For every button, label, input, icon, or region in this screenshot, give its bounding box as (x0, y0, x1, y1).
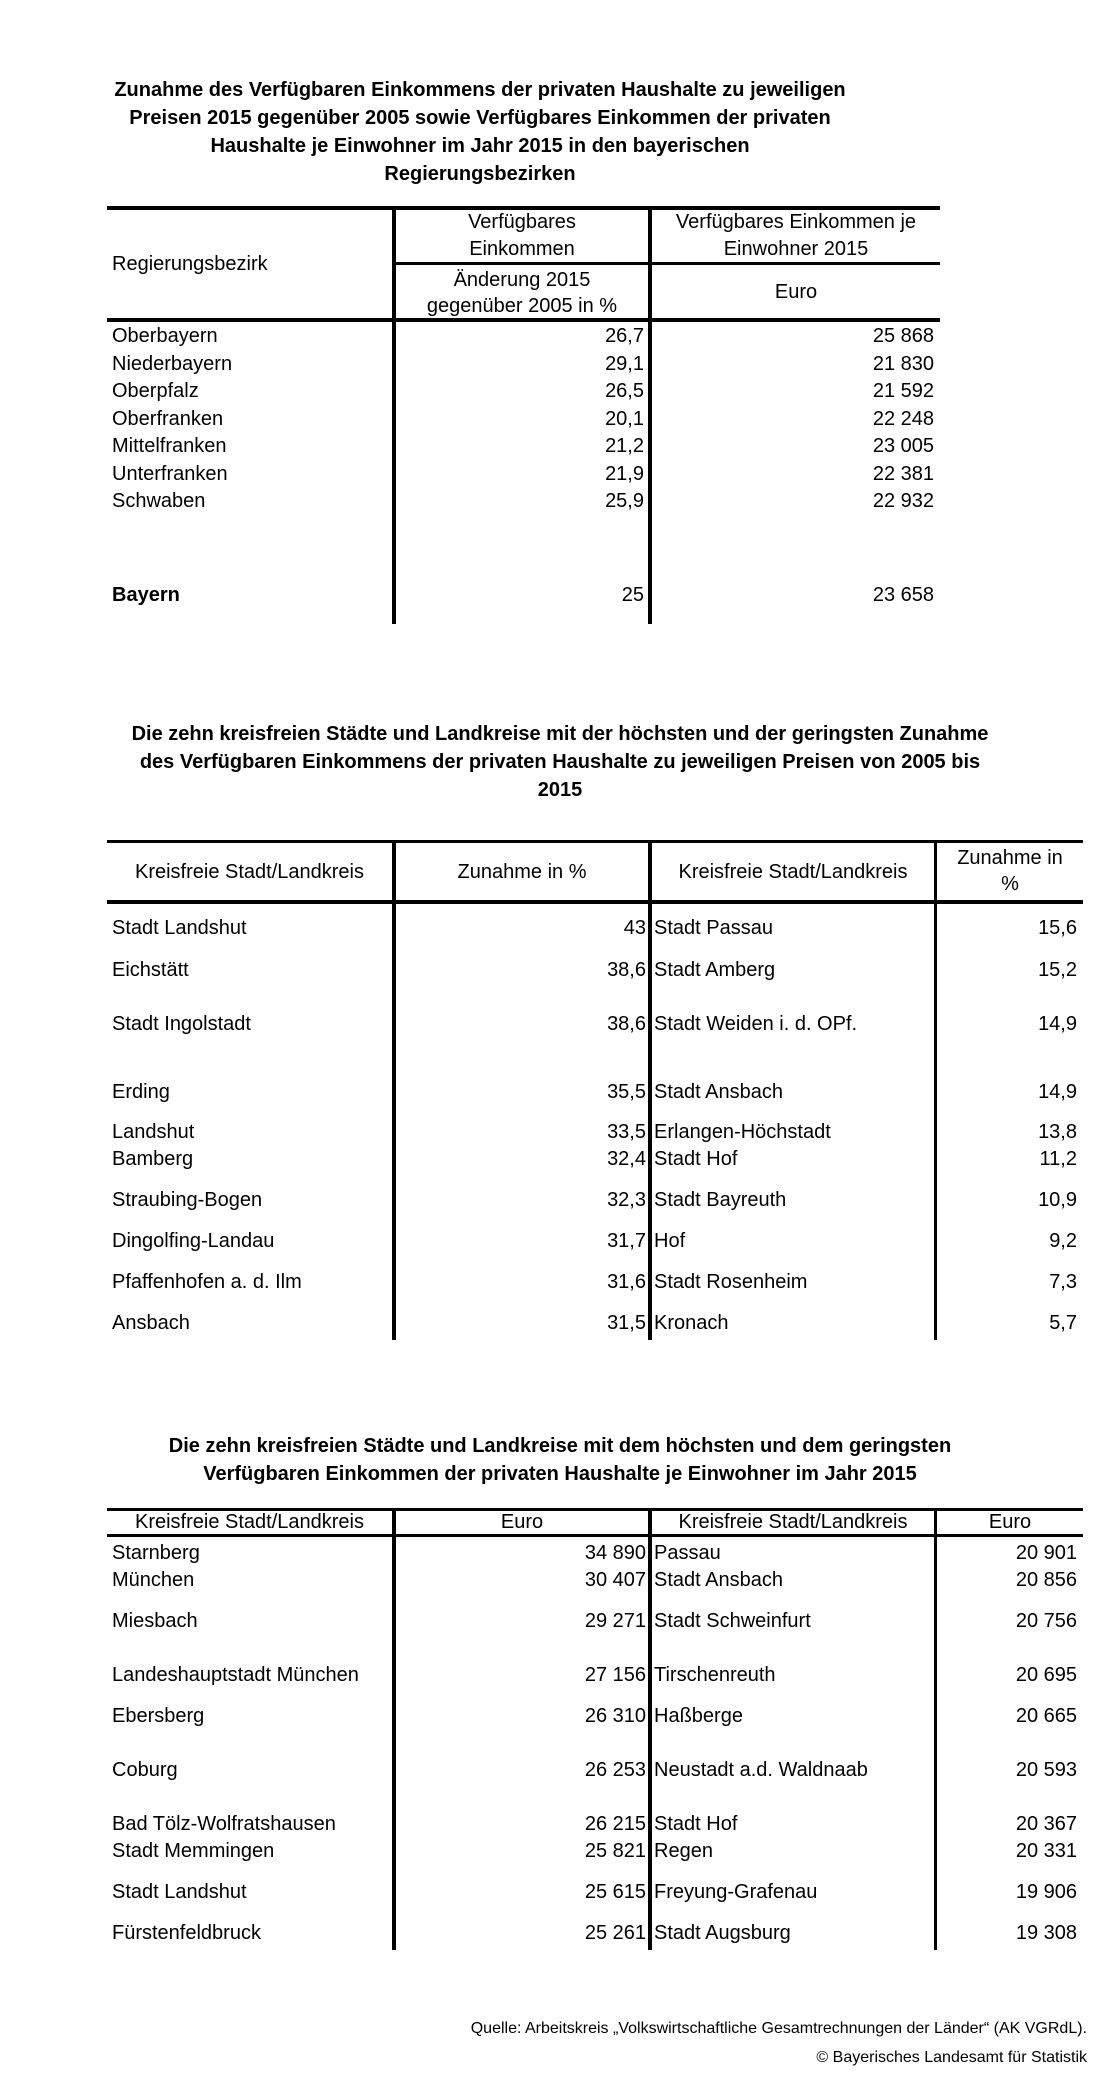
table1-header-region: Regierungsbezirk (112, 253, 268, 275)
table1-title-line: Zunahme des Verfügbaren Einkommens der privaten Haushalte zu jeweiligen (114, 79, 846, 101)
table1-header-unit: Euro (774, 281, 818, 303)
district-name: Stadt Weiden i. d. OPf. (654, 1013, 858, 1035)
district-name: Eichstätt (112, 959, 189, 981)
district-name: Dingolfing-Landau (112, 1230, 275, 1252)
income-value: 20 367 (1015, 1813, 1077, 1835)
income-value: 27 156 (584, 1664, 646, 1686)
table3-title-line: Verfügbaren Einkommen der privaten Haushalte je Einwohner im Jahr 2015 (203, 1463, 917, 1485)
increase-value: 10,9 (1038, 1189, 1077, 1211)
table1-title-line: Haushalte je Einwohner im Jahr 2015 in den bayerischen (210, 135, 750, 157)
income-value: 25 261 (584, 1922, 646, 1944)
table1-title-line: Preisen 2015 gegenüber 2005 sowie Verfügbares Einkommen der privaten (129, 107, 831, 129)
income-value: 22 248 (872, 408, 934, 430)
increase-value: 14,9 (1038, 1081, 1077, 1103)
district-name: Regen (654, 1840, 713, 1862)
district-name: Pfaffenhofen a. d. Ilm (112, 1271, 302, 1293)
income-value: 25 615 (584, 1881, 646, 1903)
table2-header-left-name: Kreisfreie Stadt/Landkreis (134, 861, 364, 883)
district-name: Freyung-Grafenau (654, 1881, 818, 1903)
table1-title-line: Regierungsbezirken (384, 163, 576, 185)
district-name: Stadt Bayreuth (654, 1189, 787, 1211)
table2-header-right-name: Kreisfreie Stadt/Landkreis (678, 861, 908, 883)
income-value: 34 890 (584, 1542, 646, 1564)
district-name: Stadt Amberg (654, 959, 776, 981)
income-value: 26 253 (584, 1759, 646, 1781)
table2-title-line: Die zehn kreisfreien Städte und Landkreise mit der höchsten und der geringsten Zunahme (131, 723, 989, 745)
change-value: 20,1 (605, 408, 644, 430)
district-name: Stadt Hof (654, 1813, 738, 1835)
increase-value: 43 (623, 917, 646, 939)
table2-header-right-value: % (1001, 873, 1019, 895)
district-name: Landshut (112, 1121, 195, 1143)
table3-header-right-value: Euro (988, 1511, 1032, 1533)
table2-header-right-value: Zunahme in (957, 847, 1063, 869)
region-name: Oberpfalz (112, 380, 199, 402)
district-name: Stadt Ansbach (654, 1081, 783, 1103)
district-name: Stadt Memmingen (112, 1840, 275, 1862)
district-name: München (112, 1569, 195, 1591)
district-name: Fürstenfeldbruck (112, 1922, 261, 1944)
table3-header-left-name: Kreisfreie Stadt/Landkreis (134, 1511, 364, 1533)
district-name: Neustadt a.d. Waldnaab (654, 1759, 868, 1781)
income-value: 25 868 (872, 325, 934, 347)
income-value: 20 331 (1015, 1840, 1077, 1862)
increase-value: 5,7 (1049, 1312, 1077, 1334)
change-value: 21,9 (605, 463, 644, 485)
table1-header-change: gegenüber 2005 in % (426, 295, 618, 317)
district-name: Stadt Ansbach (654, 1569, 783, 1591)
increase-value: 32,3 (607, 1189, 646, 1211)
table1-header-percap: Verfügbares Einkommen je (675, 211, 917, 233)
income-value: 22 381 (872, 463, 934, 485)
increase-value: 35,5 (607, 1081, 646, 1103)
source-note: Quelle: Arbeitskreis „Volkswirtschaftliche Gesamtrechnungen der Länder“ (AK VGRdL). (470, 2020, 1087, 2037)
district-name: Passau (654, 1542, 721, 1564)
income-value: 30 407 (584, 1569, 646, 1591)
increase-value: 7,3 (1049, 1271, 1077, 1293)
income-value: 21 830 (872, 353, 934, 375)
region-name: Mittelfranken (112, 435, 227, 457)
income-value: 25 821 (584, 1840, 646, 1862)
district-name: Stadt Landshut (112, 1881, 247, 1903)
income-value: 20 695 (1015, 1664, 1077, 1686)
copyright-note: © Bayerisches Landesamt für Statistik (816, 2049, 1087, 2066)
increase-value: 15,6 (1038, 917, 1077, 939)
income-value: 29 271 (584, 1610, 646, 1632)
income-value: 20 901 (1015, 1542, 1077, 1564)
table3-title-line: Die zehn kreisfreien Städte und Landkreise mit dem höchsten und dem geringsten (168, 1435, 952, 1457)
increase-value: 32,4 (607, 1148, 646, 1170)
increase-value: 13,8 (1038, 1121, 1077, 1143)
total-change: 25 (621, 584, 644, 606)
change-value: 26,7 (605, 325, 644, 347)
income-value: 23 005 (872, 435, 934, 457)
income-value: 19 906 (1015, 1881, 1077, 1903)
increase-value: 33,5 (607, 1121, 646, 1143)
district-name: Stadt Landshut (112, 917, 247, 939)
district-name: Hof (654, 1230, 686, 1252)
district-name: Ebersberg (112, 1705, 205, 1727)
increase-value: 9,2 (1049, 1230, 1077, 1252)
change-value: 25,9 (605, 490, 644, 512)
income-value: 20 665 (1015, 1705, 1077, 1727)
income-value: 19 308 (1015, 1922, 1077, 1944)
district-name: Landeshauptstadt München (112, 1664, 359, 1686)
district-name: Starnberg (112, 1542, 200, 1564)
table1-mid-rule (393, 262, 940, 265)
table1-header-change: Änderung 2015 (453, 269, 591, 291)
table2-title-line: des Verfügbaren Einkommens der privaten Haushalte zu jeweiligen Preisen von 2005 bis (139, 751, 981, 773)
table2-col-divider (648, 840, 652, 1340)
region-name: Oberbayern (112, 325, 218, 347)
district-name: Stadt Schweinfurt (654, 1610, 811, 1632)
district-name: Coburg (112, 1759, 178, 1781)
increase-value: 14,9 (1038, 1013, 1077, 1035)
district-name: Miesbach (112, 1610, 198, 1632)
income-value: 22 932 (872, 490, 934, 512)
table2-title-line: 2015 (537, 779, 583, 801)
increase-value: 38,6 (607, 959, 646, 981)
district-name: Stadt Ingolstadt (112, 1013, 251, 1035)
district-name: Tirschenreuth (654, 1664, 776, 1686)
income-value: 20 756 (1015, 1610, 1077, 1632)
increase-value: 31,5 (607, 1312, 646, 1334)
district-name: Bad Tölz-Wolfratshausen (112, 1813, 336, 1835)
change-value: 21,2 (605, 435, 644, 457)
increase-value: 15,2 (1038, 959, 1077, 981)
table1-header-rule (107, 318, 940, 322)
change-value: 29,1 (605, 353, 644, 375)
district-name: Ansbach (112, 1312, 190, 1334)
table1-header-percap: Einwohner 2015 (723, 238, 869, 260)
table1-header-income: Verfügbares (468, 211, 576, 233)
district-name: Bamberg (112, 1148, 194, 1170)
total-income: 23 658 (872, 584, 934, 606)
income-value: 26 215 (584, 1813, 646, 1835)
increase-value: 11,2 (1039, 1148, 1077, 1170)
table3-col-divider (648, 1508, 652, 1950)
income-value: 20 593 (1015, 1759, 1077, 1781)
income-value: 21 592 (872, 380, 934, 402)
increase-value: 38,6 (607, 1013, 646, 1035)
district-name: Haßberge (654, 1705, 743, 1727)
table2-header-left-value: Zunahme in % (457, 861, 587, 883)
income-value: 26 310 (584, 1705, 646, 1727)
region-name: Unterfranken (112, 463, 228, 485)
district-name: Erding (112, 1081, 170, 1103)
district-name: Stadt Passau (654, 917, 773, 939)
region-name: Schwaben (112, 490, 206, 512)
table3-header-left-value: Euro (500, 1511, 544, 1533)
district-name: Stadt Rosenheim (654, 1271, 808, 1293)
increase-value: 31,7 (607, 1230, 646, 1252)
region-name: Oberfranken (112, 408, 224, 430)
change-value: 26,5 (605, 380, 644, 402)
table1-header-income: Einkommen (469, 238, 575, 260)
income-value: 20 856 (1015, 1569, 1077, 1591)
table3-header-right-name: Kreisfreie Stadt/Landkreis (678, 1511, 908, 1533)
district-name: Stadt Augsburg (654, 1922, 791, 1944)
increase-value: 31,6 (607, 1271, 646, 1293)
district-name: Stadt Hof (654, 1148, 738, 1170)
region-name: Niederbayern (112, 353, 233, 375)
total-name: Bayern (112, 584, 180, 606)
district-name: Erlangen-Höchstadt (654, 1121, 831, 1143)
district-name: Straubing-Bogen (112, 1189, 263, 1211)
district-name: Kronach (654, 1312, 729, 1334)
